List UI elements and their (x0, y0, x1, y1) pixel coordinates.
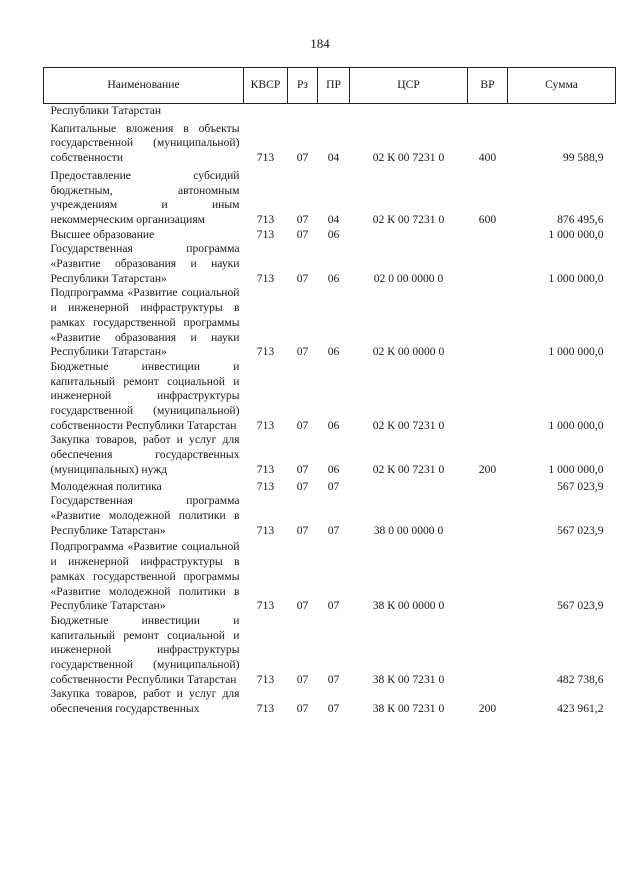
cell-pr (318, 104, 350, 119)
cell-vr (468, 228, 508, 243)
cell-csr (350, 478, 468, 495)
cell-name: Бюджетные инвестиции и капитальный ремонт социальной и инженерной инфраструктуры государственной (муниципальной) собственности Республики Татарстан (50, 613, 240, 686)
table-row (44, 242, 616, 286)
table-row (44, 228, 616, 243)
table-row (44, 119, 616, 166)
cell-kvsr: 713 (256, 672, 275, 686)
table-row (44, 360, 616, 434)
cell-sum: 1 000 000,0 (548, 227, 604, 241)
table-row (44, 286, 616, 360)
cell-vr (468, 494, 508, 538)
cell-pr: 07 (327, 672, 340, 686)
header-pr: ПР (318, 68, 350, 104)
cell-pr: 06 (327, 345, 340, 359)
table-header-row (44, 68, 616, 104)
cell-csr: 02 К 00 7231 0 (372, 462, 445, 476)
cell-kvsr: 713 (256, 462, 275, 476)
cell-name: Высшее образование (50, 227, 155, 241)
header-kvsr: КВСР (244, 68, 288, 104)
page-number: 184 (310, 36, 330, 51)
cell-pr: 07 (327, 523, 340, 537)
cell-vr (468, 104, 508, 119)
cell-vr: 200 (478, 462, 497, 476)
cell-sum: 482 738,6 (557, 672, 604, 686)
cell-rz: 07 (296, 271, 309, 285)
cell-sum: 876 495,6 (557, 212, 604, 226)
cell-vr: 600 (478, 212, 497, 226)
cell-rz: 07 (296, 479, 309, 493)
table-row (44, 687, 616, 716)
cell-name: Молодежная политика (50, 479, 162, 493)
cell-csr: 02 К 00 0000 0 (372, 345, 445, 359)
header-name: Наименование (44, 68, 244, 104)
cell-name: Подпрограмма «Развитие социальной и инженерной инфраструктуры в рамках государственной программы «Развитие молодежной политики в Республике Татарстан» (50, 540, 240, 613)
cell-csr: 02 К 00 7231 0 (372, 418, 445, 432)
table-row (44, 494, 616, 538)
table-row (44, 614, 616, 688)
table-row (44, 166, 616, 228)
cell-rz: 07 (296, 212, 309, 226)
cell-name: Закупка товаров, работ и услуг для обеспечения государственных (50, 687, 240, 716)
cell-rz: 07 (296, 599, 309, 613)
cell-pr: 07 (327, 479, 340, 493)
cell-pr: 07 (327, 599, 340, 613)
cell-kvsr: 713 (256, 523, 275, 537)
cell-pr: 07 (327, 702, 340, 716)
cell-pr: 06 (327, 227, 340, 241)
cell-kvsr (244, 104, 288, 119)
cell-vr (468, 538, 508, 614)
cell-csr: 02 К 00 7231 0 (372, 151, 445, 165)
cell-kvsr: 713 (256, 345, 275, 359)
cell-pr: 06 (327, 271, 340, 285)
table-row (44, 478, 616, 495)
cell-csr: 38 К 00 0000 0 (372, 599, 445, 613)
cell-pr: 04 (327, 151, 340, 165)
table-body (44, 104, 616, 717)
cell-rz (288, 104, 318, 119)
cell-csr: 02 0 00 0000 0 (373, 271, 444, 285)
cell-kvsr: 713 (256, 479, 275, 493)
cell-vr (468, 360, 508, 434)
cell-sum: 567 023,9 (557, 523, 604, 537)
header-sum: Сумма (508, 68, 616, 104)
cell-kvsr: 713 (256, 227, 275, 241)
cell-csr (350, 104, 468, 119)
cell-sum: 1 000 000,0 (548, 462, 604, 476)
cell-rz: 07 (296, 345, 309, 359)
cell-vr (468, 242, 508, 286)
cell-sum (508, 104, 616, 119)
cell-pr: 06 (327, 418, 340, 432)
cell-name: Бюджетные инвестиции и капитальный ремонт социальной и инженерной инфраструктуры государственной (муниципальной) собственности Республики Татарстан (50, 359, 240, 432)
cell-name: Предоставление субсидий бюджетным, автономным учреждениям и иным некоммерческим организациям (50, 168, 240, 226)
cell-name: Подпрограмма «Развитие социальной и инженерной инфраструктуры в рамках государственной программы «Развитие образования и науки Республики Татарстан» (50, 286, 240, 359)
cell-vr: 400 (478, 151, 497, 165)
cell-sum: 567 023,9 (557, 479, 604, 493)
cell-kvsr: 713 (256, 599, 275, 613)
cell-csr: 02 К 00 7231 0 (372, 212, 445, 226)
header-rz: Рз (288, 68, 318, 104)
cell-name: Закупка товаров, работ и услуг для обеспечения государственных (муниципальных) нужд (50, 433, 240, 476)
cell-vr: 200 (478, 702, 497, 716)
cell-csr: 38 0 00 0000 0 (373, 523, 444, 537)
cell-kvsr: 713 (256, 151, 275, 165)
cell-kvsr: 713 (256, 271, 275, 285)
cell-rz: 07 (296, 227, 309, 241)
cell-pr: 04 (327, 212, 340, 226)
cell-name: Государственная программа «Развитие молодежной политики в Республике Татарстан» (50, 494, 240, 537)
cell-rz: 07 (296, 702, 309, 716)
cell-name: Капитальные вложения в объекты государственной (муниципальной) собственности (50, 121, 240, 165)
table-row (44, 538, 616, 614)
cell-sum: 1 000 000,0 (548, 418, 604, 432)
cell-rz: 07 (296, 523, 309, 537)
cell-vr (468, 614, 508, 688)
cell-pr: 06 (327, 462, 340, 476)
cell-csr (350, 228, 468, 243)
cell-rz: 07 (296, 672, 309, 686)
cell-csr: 38 К 00 7231 0 (372, 672, 445, 686)
cell-vr (468, 478, 508, 495)
cell-sum: 567 023,9 (557, 599, 604, 613)
cell-kvsr: 713 (256, 212, 275, 226)
header-csr: ЦСР (350, 68, 468, 104)
table-row (44, 433, 616, 477)
cell-rz: 07 (296, 418, 309, 432)
cell-rz: 07 (296, 462, 309, 476)
budget-table (43, 67, 616, 717)
cell-vr (468, 286, 508, 360)
cell-name: Государственная программа «Развитие образования и науки Республики Татарстан» (50, 242, 240, 285)
cell-kvsr: 713 (256, 418, 275, 432)
cell-csr: 38 К 00 7231 0 (372, 702, 445, 716)
cell-name: Республики Татарстан (50, 104, 162, 117)
table-row (44, 104, 616, 119)
cell-kvsr: 713 (256, 702, 275, 716)
cell-sum: 99 588,9 (562, 151, 604, 165)
cell-sum: 1 000 000,0 (548, 345, 604, 359)
cell-rz: 07 (296, 151, 309, 165)
cell-sum: 1 000 000,0 (548, 271, 604, 285)
header-vr: ВР (468, 68, 508, 104)
cell-sum: 423 961,2 (557, 702, 604, 716)
